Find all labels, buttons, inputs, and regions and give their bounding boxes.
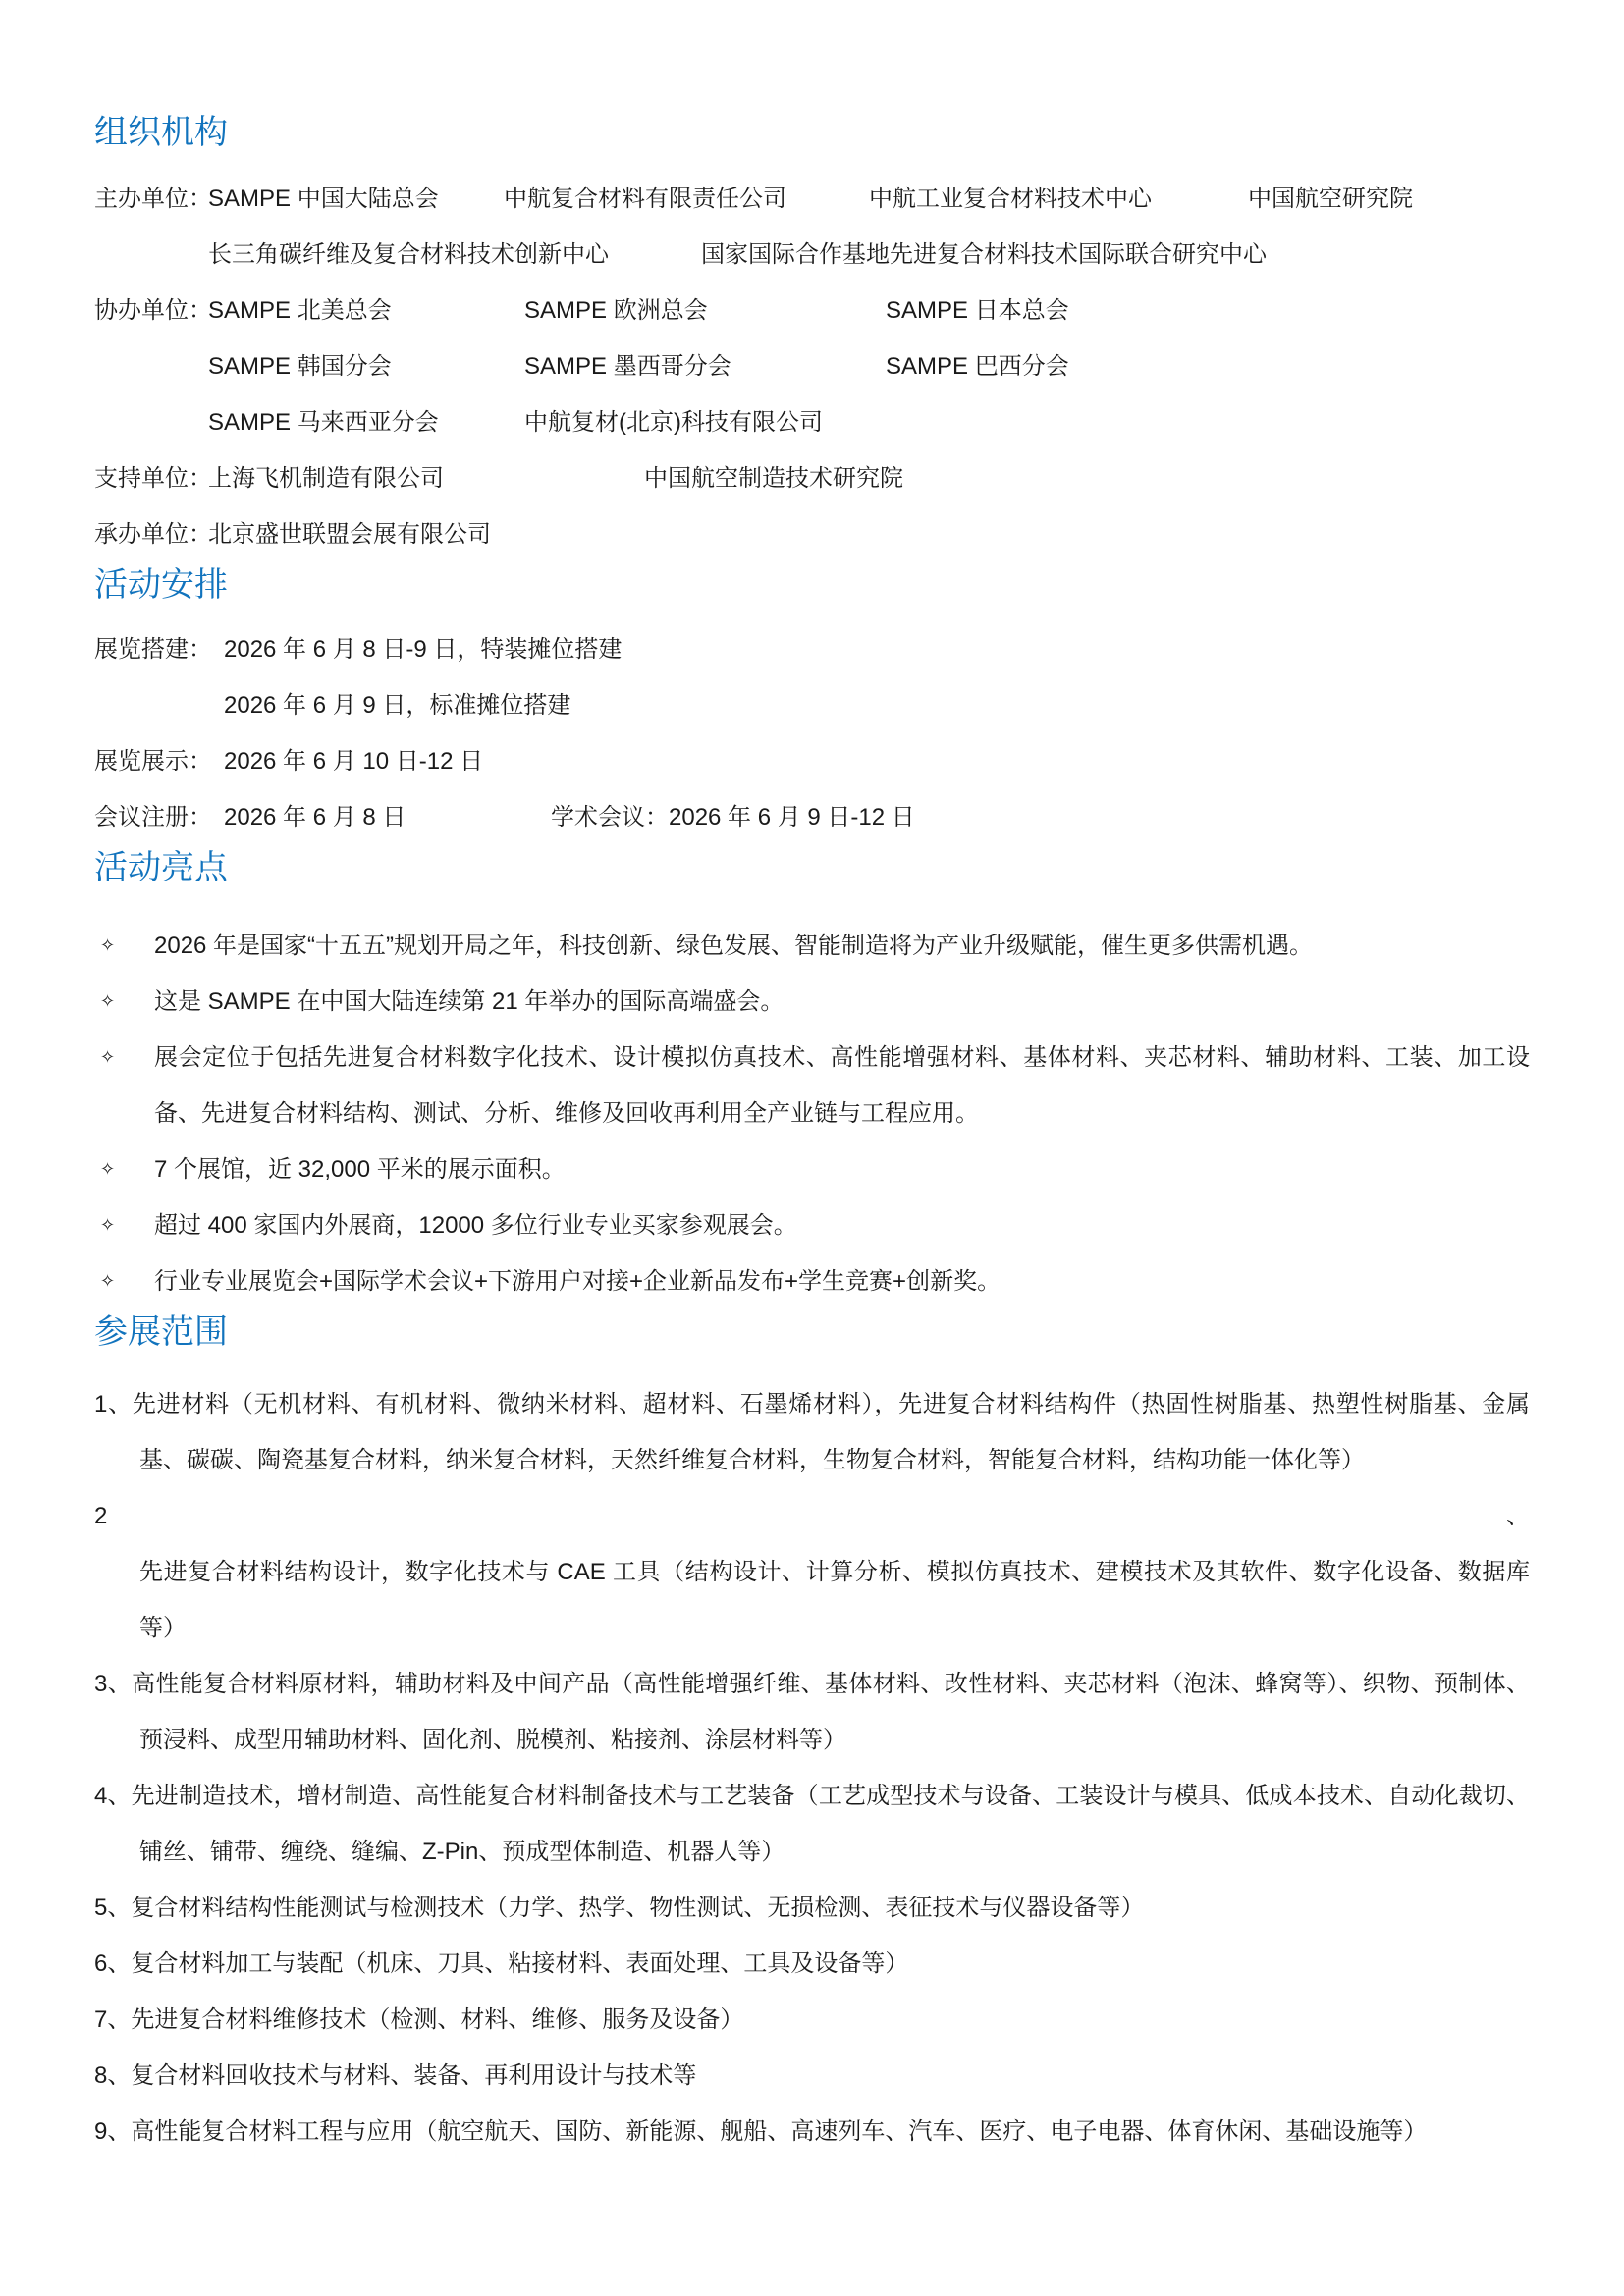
schedule-section: [94, 621, 1530, 845]
scope-item: [94, 2104, 1530, 2160]
schedule-value: 2026 年 6 月 9 日，标准摊位搭建: [224, 692, 571, 719]
highlights-section: [94, 918, 1530, 1309]
scope-item-number: 6、: [94, 1950, 132, 1977]
row-label-spacer: [94, 339, 208, 395]
co-organizer: 中航复材(北京)科技有限公司: [524, 409, 823, 436]
scope-item-number: 3、: [94, 1671, 133, 1697]
schedule-row-registration: [94, 789, 1530, 845]
schedule-row-setup-2: [94, 677, 1530, 733]
highlight-text: 2026 年是国家“十五五”规划开局之年，科技创新、绿色发展、智能制造将为产业升级赋能，催生更多供需机遇。: [154, 933, 1314, 959]
scope-item-number: 1、: [94, 1391, 133, 1417]
schedule-row-exhibition: [94, 733, 1530, 789]
scope-item-text: 复合材料回收技术与材料、装备、再利用设计与技术等: [131, 2062, 697, 2089]
support-org: 上海飞机制造有限公司: [208, 465, 444, 492]
scope-item: [94, 1992, 1530, 2048]
schedule-value: 2026 年 6 月 8 日: [224, 804, 406, 830]
co-organizer-row-2: [94, 339, 1530, 395]
co-organizer: SAMPE 巴西分会: [886, 353, 1069, 380]
highlight-text: 展会定位于包括先进复合材料数字化技术、设计模拟仿真技术、高性能增强材料、基体材料、夹芯材料、辅助材料、工装、加工设备、先进复合材料结构、测试、分析、维修及回收再利用全产业链与工程应用。: [154, 1044, 1530, 1127]
organization-section: [94, 171, 1530, 562]
scope-item: [94, 1376, 1530, 1488]
co-organizer-label: 协办单位：: [94, 297, 212, 324]
section-heading-scope: 参展范围: [94, 1313, 228, 1351]
co-organizer-row-1: [94, 283, 1530, 339]
scope-section: [94, 1376, 1530, 2160]
support-org: 中国航空制造技术研究院: [644, 465, 903, 492]
co-organizer: SAMPE 马来西亚分会: [208, 409, 439, 436]
scope-item-text: 先进材料（无机材料、有机材料、微纳米材料、超材料、石墨烯材料），先进复合材料结构件（热固性树脂基、热塑性树脂基、金属基、碳碳、陶瓷基复合材料，纳米复合材料，天然纤维复合材料，生物复合材料，智能复合材料，结构功能一体化等）: [132, 1391, 1530, 1473]
scope-item-text: 先进复合材料结构设计，数字化技术与 CAE 工具（结构设计、计算分析、模拟仿真技术、建模技术及其软件、数字化设备、数据库等）: [139, 1559, 1530, 1641]
highlight-text: 这是 SAMPE 在中国大陆连续第 21 年举办的国际高端盛会。: [154, 988, 785, 1015]
section-heading-organization: 组织机构: [94, 114, 228, 151]
host-org: 长三角碳纤维及复合材料技术创新中心: [208, 241, 609, 268]
host-units-row-1: [94, 171, 1530, 227]
scope-item-number: 5、: [94, 1895, 132, 1921]
highlight-item: [94, 918, 1530, 974]
scope-item: [94, 1880, 1530, 1936]
highlight-item: [94, 1254, 1530, 1309]
schedule-conference-dates: 学术会议：2026 年 6 月 9 日-12 日: [551, 804, 915, 830]
scope-item-text: 复合材料结构性能测试与检测技术（力学、热学、物性测试、无损检测、表征技术与仪器设备等）: [131, 1895, 1145, 1921]
highlight-text: 7 个展馆，近 32,000 平米的展示面积。: [154, 1156, 566, 1183]
highlight-item: [94, 1198, 1530, 1254]
scope-item: [94, 2048, 1530, 2104]
host-org: 国家国际合作基地先进复合材料技术国际联合研究中心: [701, 241, 1267, 268]
scope-item-text: 先进复合材料维修技术（检测、材料、维修、服务及设备）: [131, 2006, 744, 2033]
highlight-item: [94, 1030, 1530, 1142]
schedule-label: 展览搭建：: [94, 636, 212, 663]
host-units-row-2: [94, 227, 1530, 283]
support-label: 支持单位：: [94, 465, 212, 492]
diamond-bullet-icon: ✧: [100, 935, 116, 955]
schedule-row-setup-1: [94, 621, 1530, 677]
row-label-spacer: [94, 395, 208, 451]
organizer-row: [94, 507, 1530, 562]
scope-item-text: 高性能复合材料工程与应用（航空航天、国防、新能源、舰船、高速列车、汽车、医疗、电子电器、体育休闲、基础设施等）: [131, 2118, 1428, 2145]
scope-item-text: 复合材料加工与装配（机床、刀具、粘接材料、表面处理、工具及设备等）: [131, 1950, 909, 1977]
co-organizer: SAMPE 欧洲总会: [524, 297, 708, 324]
schedule-label: 展览展示：: [94, 748, 212, 774]
host-org: 中航工业复合材料技术中心: [869, 186, 1152, 212]
schedule-value: 2026 年 6 月 10 日-12 日: [224, 748, 484, 774]
diamond-bullet-icon: ✧: [100, 1047, 116, 1067]
scope-item-text: 先进制造技术，增材制造、高性能复合材料制备技术与工艺装备（工艺成型技术与设备、工装设计与模具、低成本技术、自动化裁切、铺丝、铺带、缠绕、缝编、Z-Pin、预成型体制造、机器人等）: [131, 1783, 1530, 1865]
host-org: 中国航空研究院: [1248, 186, 1413, 212]
row-label-spacer: [94, 227, 208, 283]
scope-item-number: 8、: [94, 2062, 132, 2089]
scope-item-number: 9、: [94, 2118, 132, 2145]
scope-item: [94, 1656, 1530, 1768]
host-org: 中航复合材料有限责任公司: [504, 186, 786, 212]
scope-item-number: 4、: [94, 1783, 132, 1809]
scope-item-number: 2、: [94, 1503, 1530, 1529]
co-organizer: SAMPE 韩国分会: [208, 353, 392, 380]
co-organizer-row-3: [94, 395, 1530, 451]
diamond-bullet-icon: ✧: [100, 1159, 116, 1179]
co-organizer: SAMPE 北美总会: [208, 297, 392, 324]
schedule-label: 会议注册：: [94, 804, 212, 830]
scope-item: [94, 1768, 1530, 1880]
scope-item-text: 高性能复合材料原材料，辅助材料及中间产品（高性能增强纤维、基体材料、改性材料、夹芯材料（泡沫、蜂窝等）、织物、预制体、预浸料、成型用辅助材料、固化剂、脱模剂、粘接剂、涂层材料等）: [132, 1671, 1530, 1753]
diamond-bullet-icon: ✧: [100, 1271, 116, 1291]
organizer-label: 承办单位：: [94, 521, 212, 548]
section-heading-highlights: 活动亮点: [94, 849, 228, 886]
host-label: 主办单位：: [94, 186, 212, 212]
section-heading-schedule: 活动安排: [94, 566, 228, 604]
co-organizer: SAMPE 日本总会: [886, 297, 1069, 324]
support-units-row: [94, 451, 1530, 507]
row-label-spacer: [94, 677, 224, 733]
scope-item: [94, 1488, 1530, 1656]
highlight-text: 超过 400 家国内外展商，12000 多位行业专业买家参观展会。: [154, 1212, 797, 1239]
host-org: SAMPE 中国大陆总会: [208, 186, 439, 212]
co-organizer: SAMPE 墨西哥分会: [524, 353, 731, 380]
scope-item: [94, 1936, 1530, 1992]
highlight-text: 行业专业展览会+国际学术会议+下游用户对接+企业新品发布+学生竞赛+创新奖。: [154, 1268, 1001, 1295]
highlight-item: [94, 974, 1530, 1030]
schedule-value: 2026 年 6 月 8 日-9 日，特装摊位搭建: [224, 636, 623, 663]
scope-item-number: 7、: [94, 2006, 132, 2033]
organizer-org: 北京盛世联盟会展有限公司: [208, 521, 491, 548]
highlight-item: [94, 1142, 1530, 1198]
diamond-bullet-icon: ✧: [100, 1215, 116, 1235]
diamond-bullet-icon: ✧: [100, 991, 116, 1011]
